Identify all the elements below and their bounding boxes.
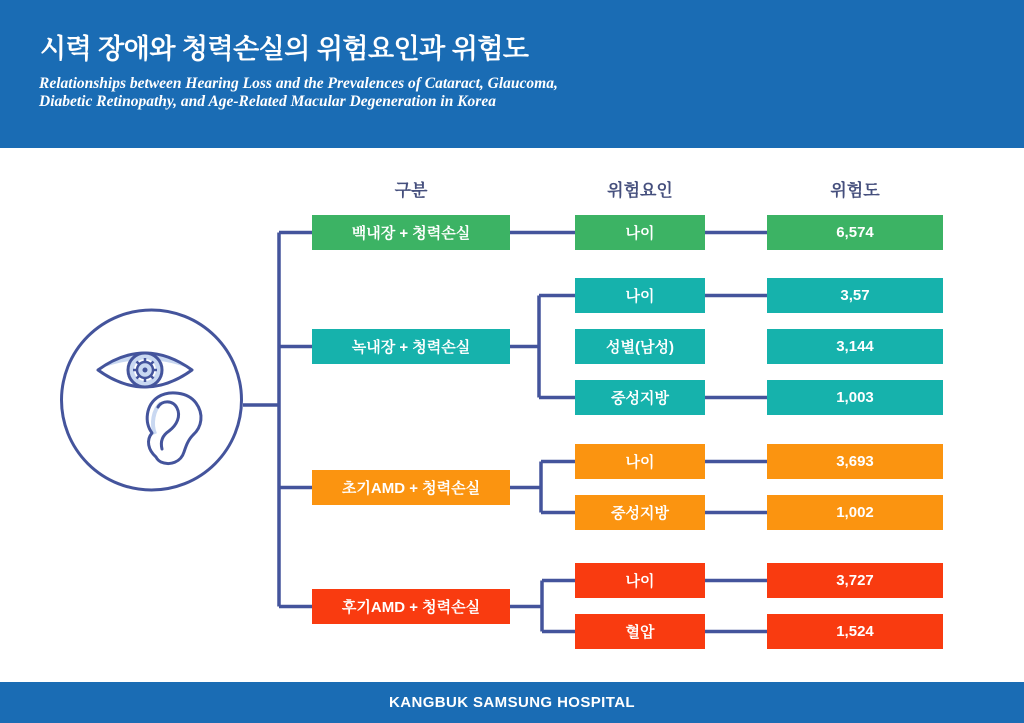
risk-factor-box: 혈압 <box>575 614 705 649</box>
subtitle-line-1: Relationships between Hearing Loss and the Prevalences of Cataract, Glaucoma, <box>39 75 558 92</box>
risk-factor-box: 나이 <box>575 215 705 250</box>
column-header-category: 구분 <box>394 181 428 200</box>
category-box-glaucoma: 녹내장 + 청력손실 <box>312 329 510 364</box>
risk-factor-box: 나이 <box>575 444 705 479</box>
footer-band <box>0 682 1024 723</box>
category-box-cataract: 백내장 + 청력손실 <box>312 215 510 250</box>
risk-factor-box: 나이 <box>575 563 705 598</box>
risk-value-box: 3,727 <box>767 563 943 598</box>
risk-value-box: 3,144 <box>767 329 943 364</box>
column-header-risk-level: 위험도 <box>830 181 880 200</box>
eye-icon <box>98 353 192 387</box>
risk-value-box: 1,524 <box>767 614 943 649</box>
footer-hospital-name: KANGBUK SAMSUNG HOSPITAL <box>389 694 635 711</box>
ear-icon <box>147 393 201 464</box>
category-box-late-amd: 후기AMD + 청력손실 <box>312 589 510 624</box>
risk-value-box: 3,693 <box>767 444 943 479</box>
subtitle-line-2: Diabetic Retinopathy, and Age-Related Macular Degeneration in Korea <box>39 93 496 110</box>
risk-value-box: 1,003 <box>767 380 943 415</box>
page-title: 시력 장애와 청력손실의 위험요인과 위험도 <box>40 34 529 64</box>
risk-factor-box: 나이 <box>575 278 705 313</box>
column-header-risk-factor: 위험요인 <box>607 181 673 200</box>
category-box-early-amd: 초기AMD + 청력손실 <box>312 470 510 505</box>
risk-factor-box: 중성지방 <box>575 380 705 415</box>
risk-value-box: 6,574 <box>767 215 943 250</box>
risk-value-box: 1,002 <box>767 495 943 530</box>
risk-factor-box: 중성지방 <box>575 495 705 530</box>
risk-factor-box: 성별(남성) <box>575 329 705 364</box>
risk-value-box: 3,57 <box>767 278 943 313</box>
header-band <box>0 0 1024 148</box>
page-subtitle <box>39 75 558 111</box>
